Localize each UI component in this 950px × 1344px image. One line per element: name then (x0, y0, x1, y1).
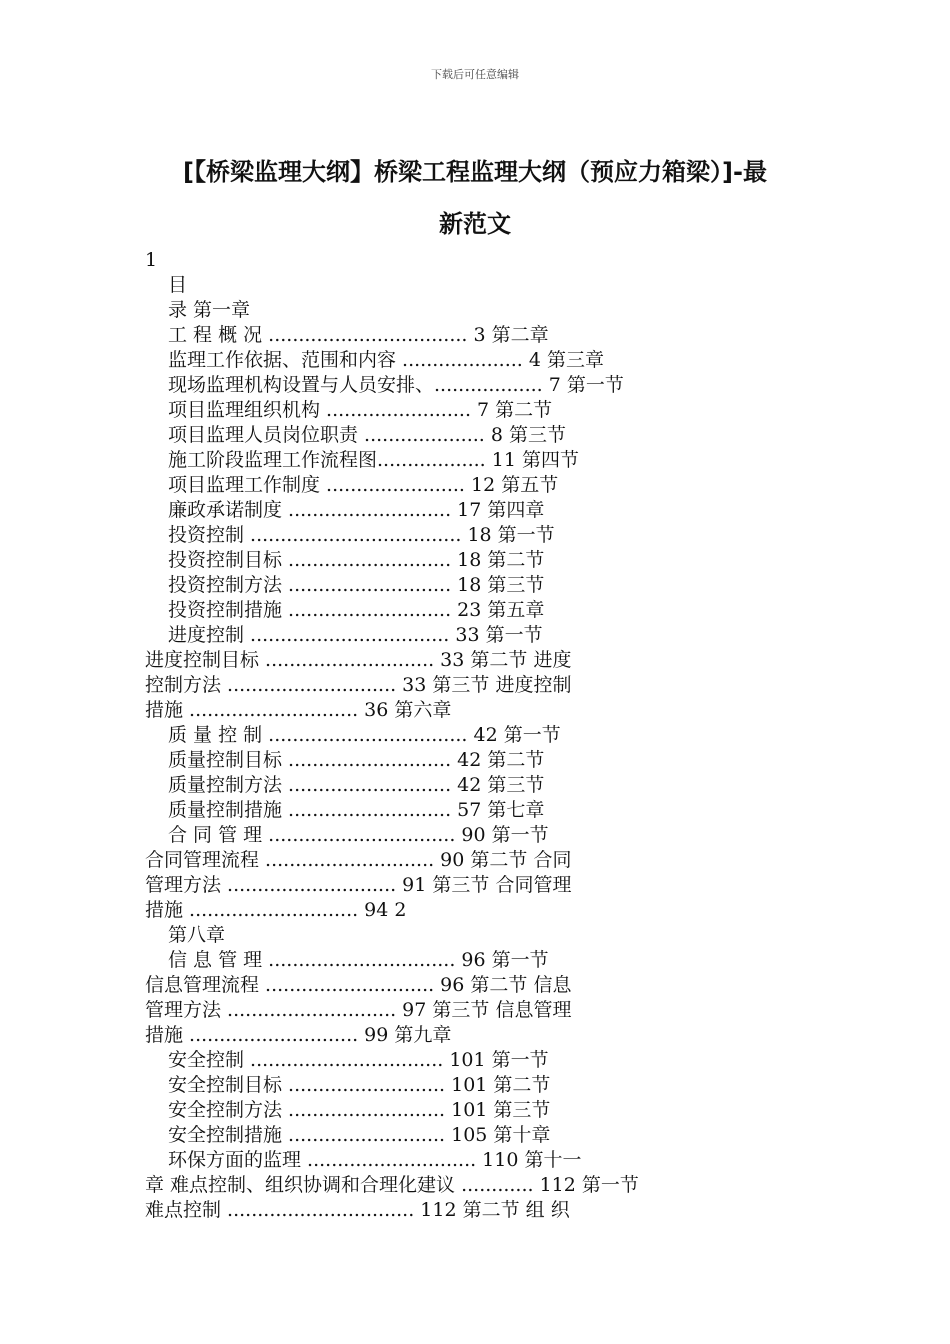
toc-line: 安全控制措施 .......................... 105 第十章 (168, 1124, 551, 1146)
toc-line: 安全控制 ................................ 101 第一节 (168, 1049, 549, 1071)
toc-line: 项目监理人员岗位职责 .................... 8 第三节 (168, 424, 566, 446)
toc-line: 投资控制 ................................... 18 第一节 (168, 524, 555, 546)
toc-line: 项目监理工作制度 ....................... 12 第五节 (168, 474, 559, 496)
toc-line: 环保方面的监理 ............................ 110 第十一 (168, 1149, 582, 1171)
toc-line: 控制方法 ............................ 33 第三节 进度控制 (145, 674, 572, 696)
toc-line: 投资控制目标 ........................... 18 第二节 (168, 549, 545, 571)
toc-line: 合同管理流程 ............................ 90 第二节 合同 (145, 849, 572, 871)
toc-line: 1 (145, 249, 158, 271)
toc-line: 章 难点控制、组织协调和合理化建议 ............ 112 第一节 (145, 1174, 639, 1196)
document-title-line-2: 新范文 (439, 210, 511, 238)
toc-line: 监理工作依据、范围和内容 .................... 4 第三章 (168, 349, 604, 371)
toc-line: 投资控制措施 ........................... 23 第五章 (168, 599, 545, 621)
toc-line: 管理方法 ............................ 97 第三节 信息管理 (145, 999, 572, 1021)
document-title-line-1: [【桥梁监理大纲】桥梁工程监理大纲（预应力箱梁）]-最 (183, 158, 767, 186)
toc-line: 第八章 (168, 924, 226, 946)
toc-line: 措施 ............................ 36 第六章 (145, 699, 452, 721)
toc-line: 安全控制方法 .......................... 101 第三节 (168, 1099, 551, 1121)
toc-line: 管理方法 ............................ 91 第三节 合同管理 (145, 874, 572, 896)
toc-line: 投资控制方法 ........................... 18 第三节 (168, 574, 545, 596)
toc-line: 进度控制目标 ............................ 33 第二节 进度 (145, 649, 572, 671)
toc-line: 安全控制目标 .......................... 101 第二节 (168, 1074, 551, 1096)
header-note: 下载后可任意编辑 (431, 68, 519, 81)
toc-line: 质量控制目标 ........................... 42 第二节 (168, 749, 545, 771)
toc-line: 信息管理流程 ............................ 96 第二节 信息 (145, 974, 572, 996)
toc-line: 质 量 控 制 ................................. 42 第一节 (168, 724, 561, 746)
toc-line: 施工阶段监理工作流程图.................. 11 第四节 (168, 449, 579, 471)
toc-line: 难点控制 ............................... 112 第二节 组 织 (145, 1199, 570, 1221)
toc-line: 廉政承诺制度 ........................... 17 第四章 (168, 499, 545, 521)
toc-line: 措施 ............................ 94 2 (145, 899, 407, 921)
toc-line: 工 程 概 况 ................................. 3 第二章 (168, 324, 549, 346)
toc-line: 录 第一章 (168, 299, 251, 321)
toc-line: 合 同 管 理 ............................... 90 第一节 (168, 824, 549, 846)
toc-line: 目 (168, 274, 188, 296)
document-title (140, 146, 810, 250)
toc-line: 项目监理组织机构 ........................ 7 第二节 (168, 399, 553, 421)
toc-line: 信 息 管 理 ............................... 96 第一节 (168, 949, 549, 971)
toc-line: 现场监理机构设置与人员安排、.................. 7 第一节 (168, 374, 624, 396)
toc-line: 措施 ............................ 99 第九章 (145, 1024, 452, 1046)
toc-line: 进度控制 ................................. 33 第一节 (168, 624, 543, 646)
toc-line: 质量控制措施 ........................... 57 第七章 (168, 799, 545, 821)
toc-line: 质量控制方法 ........................... 42 第三节 (168, 774, 545, 796)
